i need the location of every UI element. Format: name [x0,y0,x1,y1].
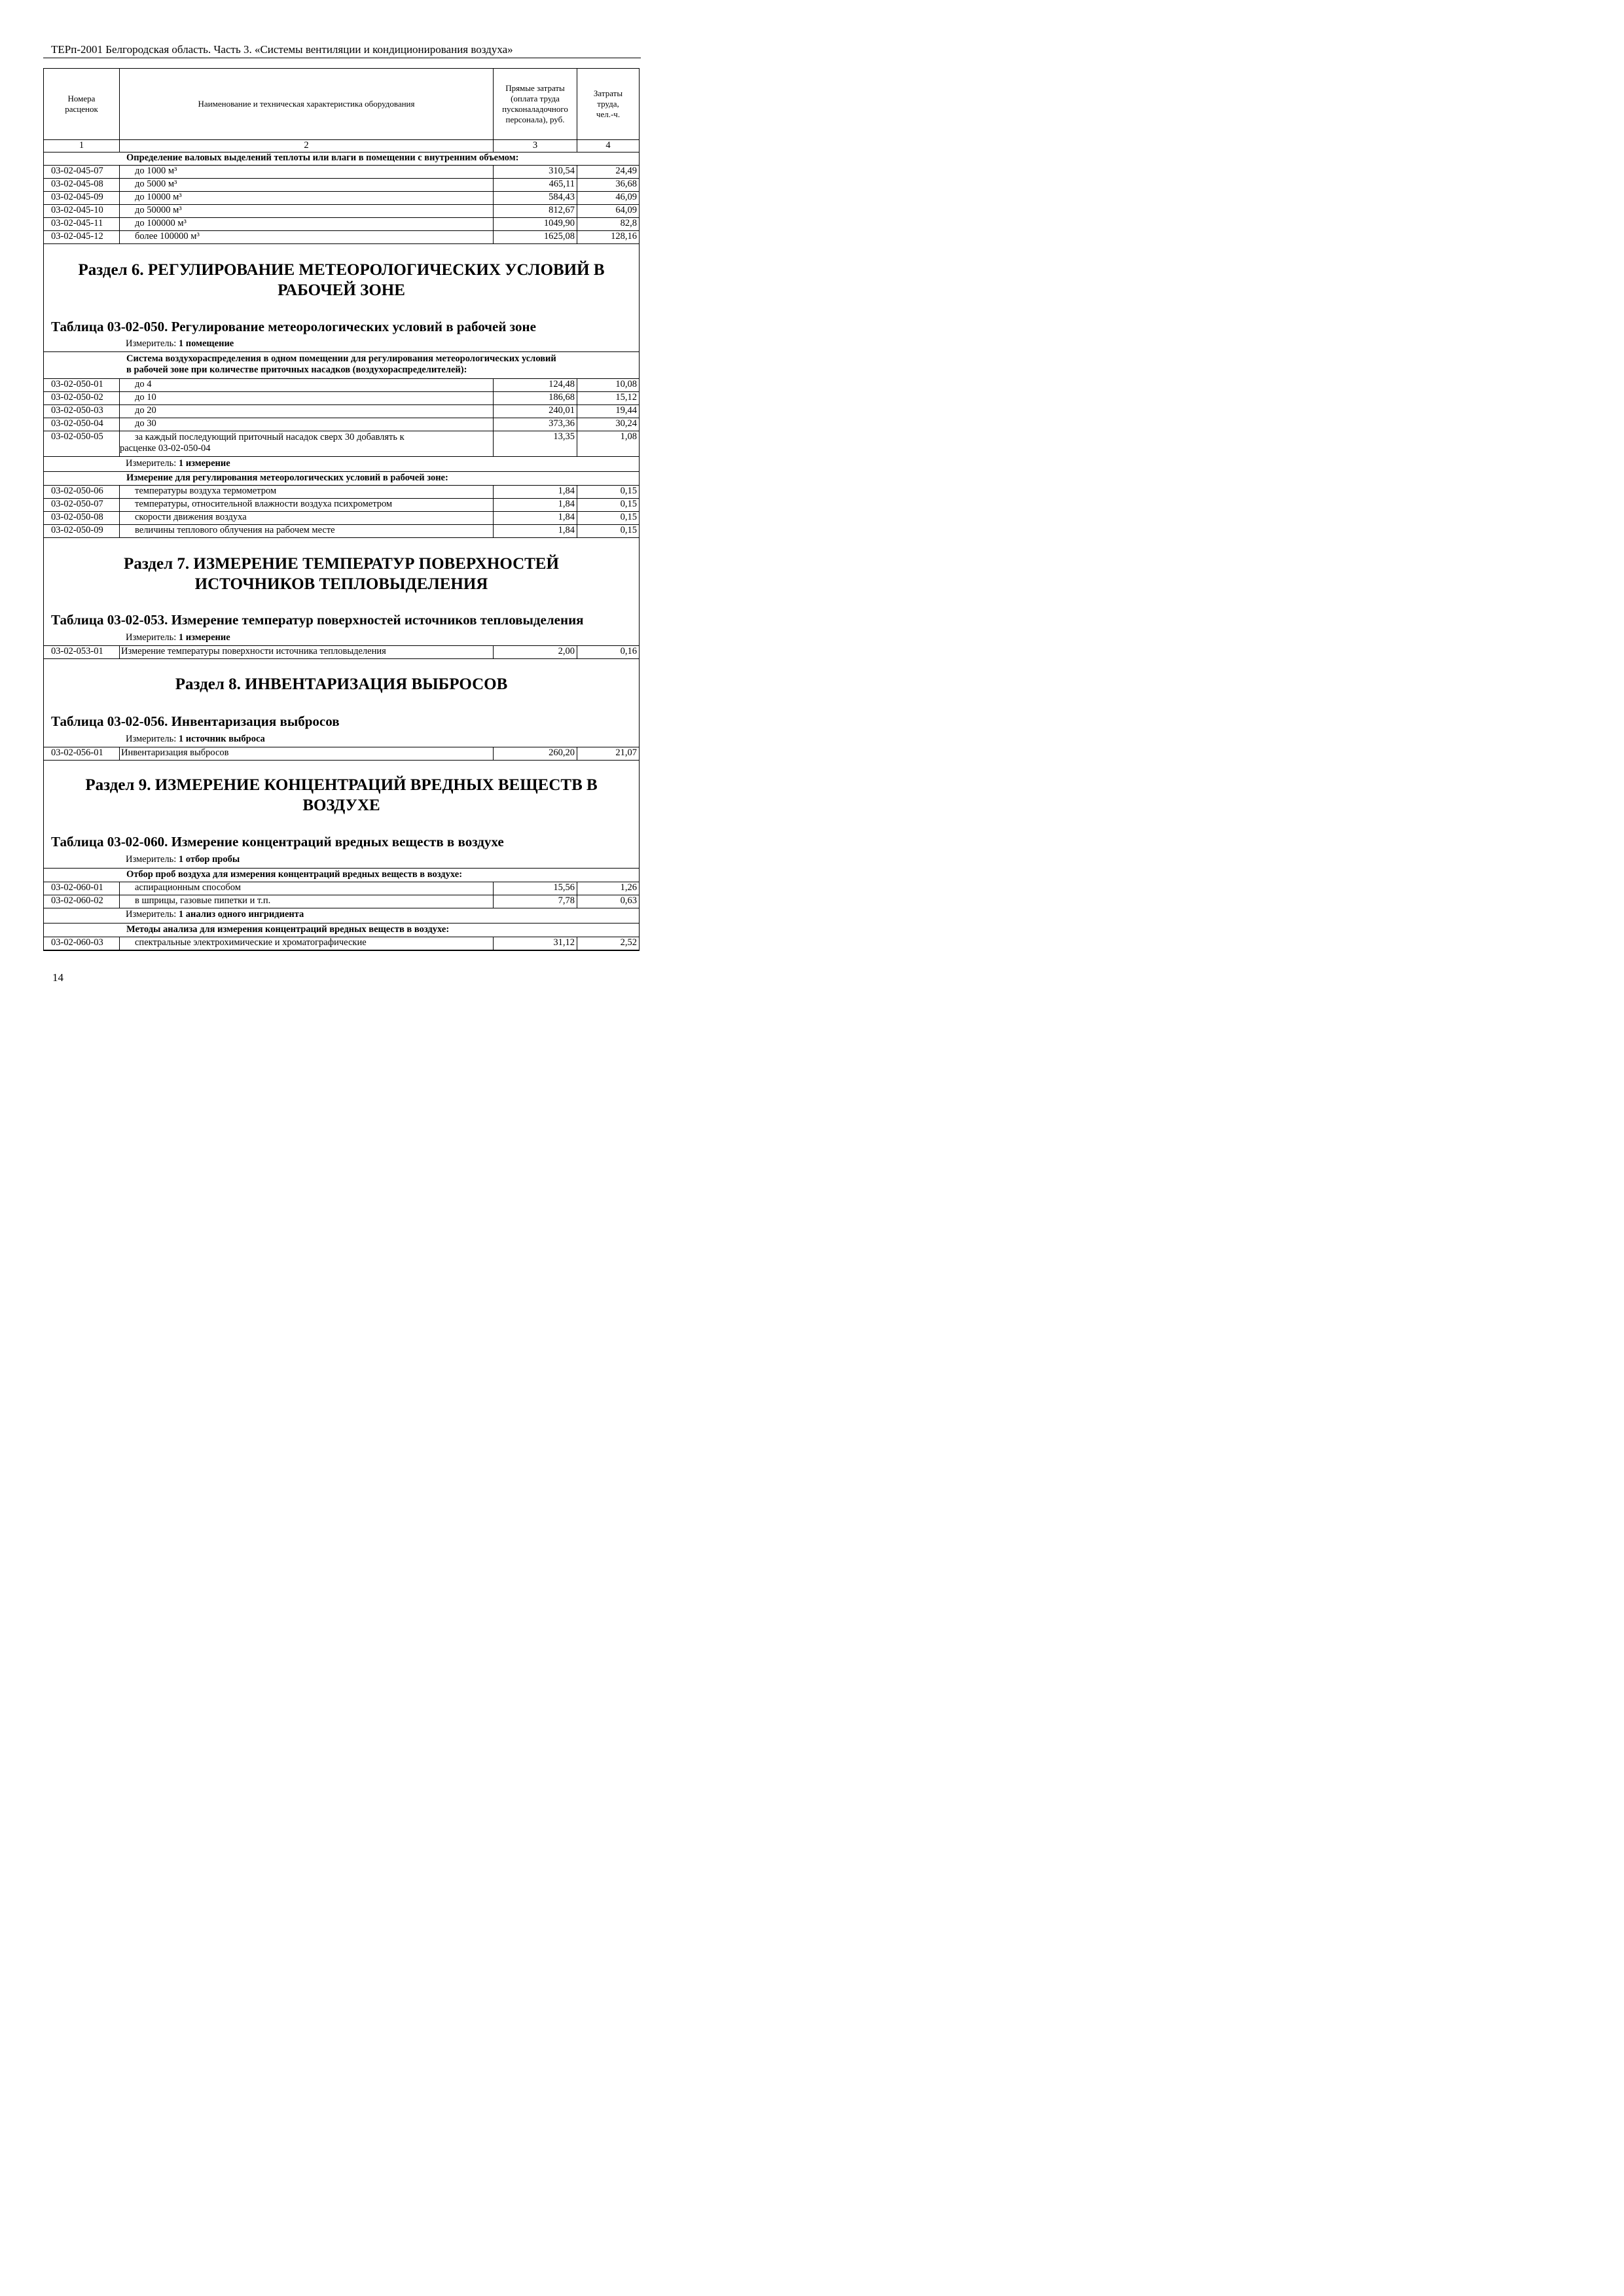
row-name: Измерение температуры поверхности источника тепловыделения [119,645,494,659]
col-number-3: 3 [493,139,577,152]
section-title: Раздел 8. ИНВЕНТАРИЗАЦИЯ ВЫБРОСОВ [175,675,508,693]
row-labor: 1,08 [577,431,640,457]
row-cost: 1,84 [493,498,577,512]
row-name: до 1000 м³ [119,165,494,179]
header-col-labor: Затраты труда, чел.-ч. [577,68,640,140]
row-code: 03-02-045-08 [43,178,120,192]
col-number-4: 4 [577,139,640,152]
row-labor: 21,07 [577,747,640,761]
group-title: Определение валовых выделений теплоты или влаги в помещении с внутренним объемом: [43,152,640,166]
section-title: Раздел 9. ИЗМЕРЕНИЕ КОНЦЕНТРАЦИЙ ВРЕДНЫХ ВЕЩЕСТВ В ВОЗДУХЕ [85,776,598,814]
row-cost: 1,84 [493,511,577,525]
row-labor: 82,8 [577,217,640,231]
row-name: до 10000 м³ [119,191,494,205]
row-labor: 128,16 [577,230,640,244]
row-name: в шприцы, газовые пипетки и т.п. [119,895,494,908]
row-cost: 1,84 [493,524,577,538]
row-labor: 64,09 [577,204,640,218]
row-name: до 20 [119,404,494,418]
row-code: 03-02-060-01 [43,882,120,895]
row-name: до 4 [119,378,494,392]
row-cost: 260,20 [493,747,577,761]
row-cost: 7,78 [493,895,577,908]
row-labor: 30,24 [577,418,640,431]
group-title: Методы анализа для измерения концентраций вредных веществ в воздухе: [43,923,640,937]
row-cost: 1049,90 [493,217,577,231]
row-code: 03-02-050-08 [43,511,120,525]
table-title: Таблица 03-02-060. Измерение концентраций вредных веществ в воздухе [51,834,504,850]
row-code: 03-02-060-03 [43,937,120,950]
row-name: температуры воздуха термометром [119,485,494,499]
table-title: Таблица 03-02-056. Инвентаризация выбросов [51,713,340,729]
row-code: 03-02-050-06 [43,485,120,499]
row-code: 03-02-045-07 [43,165,120,179]
row-cost: 310,54 [493,165,577,179]
measure-label: Измеритель: 1 отбор пробы [126,854,240,865]
row-name: Инвентаризация выбросов [119,747,494,761]
row-cost: 2,00 [493,645,577,659]
header-col-name: Наименование и техническая характеристика оборудования [119,68,494,140]
row-code: 03-02-050-01 [43,378,120,392]
row-labor: 10,08 [577,378,640,392]
row-cost: 124,48 [493,378,577,392]
row-code: 03-02-045-12 [43,230,120,244]
measure-label: Измеритель: 1 анализ одного ингридиента [126,909,304,920]
section-title: Раздел 7. ИЗМЕРЕНИЕ ТЕМПЕРАТУР ПОВЕРХНОСТЕЙ ИСТОЧНИКОВ ТЕПЛОВЫДЕЛЕНИЯ [124,555,559,593]
row-labor: 24,49 [577,165,640,179]
measure-label: Измеритель: 1 измерение [126,632,230,643]
row-labor: 0,15 [577,485,640,499]
measure-label: Измеритель: 1 источник выброса [126,734,265,744]
group-title: Измерение для регулирования метеорологических условий в рабочей зоне: [43,471,640,486]
col-number-1: 1 [43,139,120,152]
row-cost: 13,35 [493,431,577,457]
row-name: аспирационным способом [119,882,494,895]
row-labor: 0,16 [577,645,640,659]
row-name: более 100000 м³ [119,230,494,244]
row-code: 03-02-045-09 [43,191,120,205]
row-name: до 10 [119,391,494,405]
row-code: 03-02-053-01 [43,645,120,659]
row-code: 03-02-056-01 [43,747,120,761]
row-labor: 0,15 [577,498,640,512]
page-header: ТЕРп-2001 Белгородская область. Часть 3. «Системы вентиляции и кондиционирования воздуха» [51,43,513,56]
page-number: 14 [52,971,63,984]
row-code: 03-02-050-02 [43,391,120,405]
row-name: до 30 [119,418,494,431]
row-cost: 373,36 [493,418,577,431]
header-col-cost: Прямые затраты (оплата труда пусконаладочного персонала), руб. [493,68,577,140]
row-cost: 1625,08 [493,230,577,244]
row-code: 03-02-045-11 [43,217,120,231]
row-code: 03-02-050-04 [43,418,120,431]
row-cost: 186,68 [493,391,577,405]
group-title: Отбор проб воздуха для измерения концентраций вредных веществ в воздухе: [43,868,640,882]
row-name: до 5000 м³ [119,178,494,192]
row-cost: 240,01 [493,404,577,418]
row-labor: 15,12 [577,391,640,405]
row-name: спектральные электрохимические и хроматографические [119,937,494,950]
row-code: 03-02-050-05 [43,431,120,457]
row-name: температуры, относительной влажности воздуха психрометром [119,498,494,512]
group-title: Система воздухораспределения в одном помещении для регулирования метеорологических условий в рабочей зоне при количестве приточных насадков (воздухораспределителей): [43,351,640,379]
table-title: Таблица 03-02-050. Регулирование метеорологических условий в рабочей зоне [51,319,536,334]
row-code: 03-02-045-10 [43,204,120,218]
row-labor: 46,09 [577,191,640,205]
row-labor: 1,26 [577,882,640,895]
row-cost: 31,12 [493,937,577,950]
header-col-codes: Номера расценок [43,68,120,140]
row-code: 03-02-050-03 [43,404,120,418]
row-name: скорости движения воздуха [119,511,494,525]
row-cost: 15,56 [493,882,577,895]
row-name: до 50000 м³ [119,204,494,218]
row-name: за каждый последующий приточный насадок сверх 30 добавлять к расценке 03-02-050-04 [119,431,494,457]
row-cost: 1,84 [493,485,577,499]
section-title: Раздел 6. РЕГУЛИРОВАНИЕ МЕТЕОРОЛОГИЧЕСКИХ УСЛОВИЙ В РАБОЧЕЙ ЗОНЕ [78,261,605,299]
row-name: до 100000 м³ [119,217,494,231]
measure-label: Измеритель: 1 помещение [126,338,234,349]
row-labor: 0,15 [577,511,640,525]
row-labor: 19,44 [577,404,640,418]
measure-label: Измеритель: 1 измерение [126,458,230,469]
col-number-2: 2 [119,139,494,152]
row-labor: 36,68 [577,178,640,192]
table-title: Таблица 03-02-053. Измерение температур поверхностей источников тепловыделения [51,612,584,628]
row-cost: 584,43 [493,191,577,205]
row-code: 03-02-060-02 [43,895,120,908]
row-labor: 2,52 [577,937,640,950]
row-labor: 0,15 [577,524,640,538]
row-cost: 812,67 [493,204,577,218]
row-labor: 0,63 [577,895,640,908]
row-name: величины теплового облучения на рабочем месте [119,524,494,538]
row-cost: 465,11 [493,178,577,192]
row-code: 03-02-050-09 [43,524,120,538]
row-code: 03-02-050-07 [43,498,120,512]
